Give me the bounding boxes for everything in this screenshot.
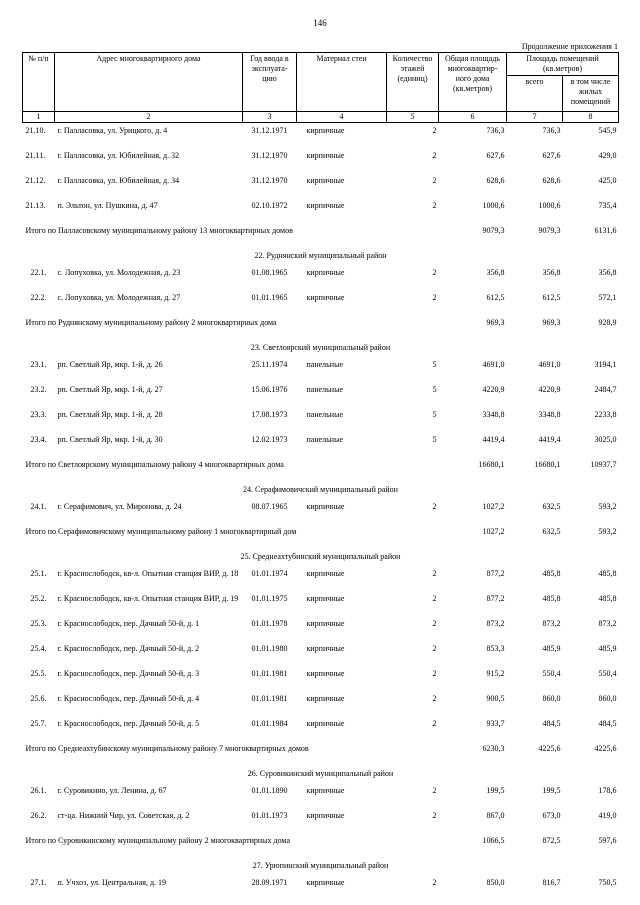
header-total-area: Общая площадь многоквартир- ного дома (кв.метров)	[439, 53, 507, 112]
row-material: кирпичные	[306, 594, 345, 603]
row-year: 01.01.1984	[251, 719, 288, 728]
row-floors: 2	[432, 669, 437, 678]
total-area: 969,3	[486, 318, 505, 327]
row-number: 25.4.	[30, 644, 47, 653]
total-residential: 593,2	[598, 527, 617, 536]
row-address: п. Эльтон, ул. Пушкина, д. 47	[57, 201, 158, 210]
row-year: 01.01.1965	[251, 293, 288, 302]
district-heading-row	[23, 250, 619, 265]
row-material: кирпичные	[306, 126, 345, 135]
total-premises: 16680,1	[534, 460, 561, 469]
row-material: кирпичные	[306, 293, 345, 302]
district-heading: 26. Суровикинский муниципальный район	[247, 769, 394, 778]
row-material: панельные	[306, 410, 344, 419]
row-material: кирпичные	[306, 719, 345, 728]
row-premises-residential: 429,0	[598, 151, 617, 160]
row-address: ст-ца. Нижний Чир, ул. Советская, д. 2	[57, 811, 190, 820]
row-address: г. Краснослободск, кв-л. Опытная станция ВИР, д. 18	[57, 569, 239, 578]
total-premises: 969,3	[542, 318, 561, 327]
row-number: 26.1.	[30, 786, 47, 795]
row-total-area: 4220,9	[482, 385, 505, 394]
row-premises-residential: 485,9	[598, 644, 617, 653]
row-floors: 5	[432, 385, 437, 394]
row-floors: 2	[432, 719, 437, 728]
row-premises-total: 873,2	[542, 619, 561, 628]
row-total-area: 853,3	[486, 644, 505, 653]
row-year: 08.07.1965	[251, 502, 288, 511]
row-premises-total: 628,6	[542, 176, 561, 185]
row-premises-residential: 425,0	[598, 176, 617, 185]
row-material: кирпичные	[306, 151, 345, 160]
row-floors: 2	[432, 694, 437, 703]
row-number: 25.6.	[30, 694, 47, 703]
row-number: 25.5.	[30, 669, 47, 678]
row-material: кирпичные	[306, 201, 345, 210]
row-floors: 2	[432, 878, 437, 887]
row-premises-total: 4220,9	[538, 385, 561, 394]
row-address: г. Краснослободск, кв-л. Опытная станция ВИР, д. 19	[57, 594, 239, 603]
row-premises-total: 485,9	[542, 644, 561, 653]
row-premises-residential: 572,1	[598, 293, 617, 302]
header-floors: Количество этажей (единиц)	[387, 53, 439, 112]
row-material: кирпичные	[306, 569, 345, 578]
row-address: г. Краснослободск, пер. Дачный 50-й, д. 3	[57, 669, 200, 678]
total-label: Итого по Серафимовичскому муниципальному району 1 многоквартирный дом	[25, 527, 297, 536]
row-floors: 2	[432, 502, 437, 511]
table-row	[23, 290, 619, 315]
row-premises-total: 485,8	[542, 569, 561, 578]
row-number: 21.11.	[25, 151, 46, 160]
row-address: г. Палласовка, ул. Урицкого, д. 4	[57, 126, 168, 135]
row-year: 31.12.1970	[251, 176, 288, 185]
row-premises-total: 356,8	[542, 268, 561, 277]
row-premises-residential: 485,8	[598, 594, 617, 603]
continuation-note: Продолжение приложения 1	[521, 42, 618, 51]
row-year: 28.09.1971	[251, 878, 288, 887]
row-year: 25.11.1974	[251, 360, 288, 369]
row-total-area: 877,2	[486, 569, 505, 578]
row-total-area: 612,5	[486, 293, 505, 302]
table-row	[23, 357, 619, 382]
total-label: Итого по Светлоярскому муниципальному району 4 многоквартирных дома	[25, 460, 284, 469]
row-floors: 2	[432, 201, 437, 210]
district-total-row	[23, 223, 619, 250]
row-total-area: 628,6	[486, 176, 505, 185]
row-number: 22.1.	[30, 268, 47, 277]
column-number: 7	[507, 112, 563, 123]
total-area: 1066,5	[482, 836, 505, 845]
district-heading: 27. Урюпинский муниципальный район	[252, 861, 389, 870]
row-number: 25.2.	[30, 594, 47, 603]
row-year: 31.12.1971	[251, 126, 288, 135]
row-floors: 2	[432, 619, 437, 628]
row-number: 25.3.	[30, 619, 47, 628]
row-address: рп. Светлый Яр, мкр. 1-й, д. 30	[57, 435, 163, 444]
header-material: Материал стен	[297, 53, 387, 112]
row-address: п. Учхоз, ул. Центральная, д. 19	[57, 878, 167, 887]
row-number: 23.3.	[30, 410, 47, 419]
row-premises-total: 632,5	[542, 502, 561, 511]
row-premises-total: 550,4	[542, 669, 561, 678]
column-number: 6	[439, 112, 507, 123]
row-number: 21.10.	[25, 126, 46, 135]
header-num: № п/п	[23, 53, 55, 112]
table-row	[23, 173, 619, 198]
row-premises-total: 612,5	[542, 293, 561, 302]
row-address: г. Краснослободск, пер. Дачный 50-й, д. 2	[57, 644, 200, 653]
column-number: 4	[297, 112, 387, 123]
row-total-area: 4691,0	[482, 360, 505, 369]
row-premises-total: 4691,0	[538, 360, 561, 369]
row-premises-total: 860,0	[542, 694, 561, 703]
column-number: 3	[243, 112, 297, 123]
row-premises-residential: 484,5	[598, 719, 617, 728]
district-total-row	[23, 741, 619, 768]
total-area: 6230,3	[482, 744, 505, 753]
row-premises-total: 3348,8	[538, 410, 561, 419]
row-number: 23.2.	[30, 385, 47, 394]
row-material: кирпичные	[306, 811, 345, 820]
row-material: кирпичные	[306, 619, 345, 628]
table-row	[23, 382, 619, 407]
column-number: 2	[55, 112, 243, 123]
header-premises-residential: в том числе жилых помещений	[563, 76, 619, 112]
row-premises-residential: 3194,1	[594, 360, 617, 369]
row-premises-total: 485,8	[542, 594, 561, 603]
district-total-row	[23, 524, 619, 551]
row-material: кирпичные	[306, 268, 345, 277]
row-floors: 2	[432, 176, 437, 185]
row-number: 25.7.	[30, 719, 47, 728]
row-floors: 5	[432, 435, 437, 444]
row-material: кирпичные	[306, 176, 345, 185]
table-header	[23, 53, 619, 123]
row-premises-total: 199,5	[542, 786, 561, 795]
row-premises-residential: 545,9	[598, 126, 617, 135]
row-premises-residential: 419,0	[598, 811, 617, 820]
district-heading: 25. Среднеахтубинский муниципальный район	[240, 552, 401, 561]
row-premises-residential: 2233,8	[594, 410, 617, 419]
total-premises: 872,5	[542, 836, 561, 845]
row-address: рп. Светлый Яр, мкр. 1-й, д. 26	[57, 360, 163, 369]
row-premises-residential: 873,2	[598, 619, 617, 628]
district-total-row	[23, 315, 619, 342]
table-row	[23, 875, 619, 900]
table-row	[23, 148, 619, 173]
total-label: Итого по Суровикинскому муниципальному району 2 многоквартирных дома	[25, 836, 290, 845]
row-premises-residential: 860,0	[598, 694, 617, 703]
row-year: 01.01.1974	[251, 569, 288, 578]
row-total-area: 1000,6	[482, 201, 505, 210]
row-year: 01.01.1973	[251, 811, 288, 820]
row-year: 15.06.1976	[251, 385, 288, 394]
row-number: 21.13.	[25, 201, 46, 210]
row-floors: 2	[432, 151, 437, 160]
row-material: кирпичные	[306, 786, 345, 795]
housing-table	[22, 52, 619, 900]
row-total-area: 933,7	[486, 719, 505, 728]
row-premises-total: 736,3	[542, 126, 561, 135]
row-year: 02.10.1972	[251, 201, 288, 210]
total-label: Итого по Палласовскому муниципальному району 13 многоквартирных домов	[25, 226, 293, 235]
table-row	[23, 691, 619, 716]
district-heading: 23. Светлоярский муниципальный район	[250, 343, 391, 352]
housing-table-container	[22, 52, 618, 900]
total-residential: 10937,7	[590, 460, 617, 469]
row-number: 24.1.	[30, 502, 47, 511]
table-row	[23, 616, 619, 641]
total-residential: 597,6	[598, 836, 617, 845]
row-number: 23.1.	[30, 360, 47, 369]
row-floors: 2	[432, 126, 437, 135]
row-total-area: 356,8	[486, 268, 505, 277]
row-material: кирпичные	[306, 502, 345, 511]
row-floors: 5	[432, 410, 437, 419]
row-address: с. Лопуховка, ул. Молодежная, д. 23	[57, 268, 181, 277]
row-number: 22.2.	[30, 293, 47, 302]
row-total-area: 877,2	[486, 594, 505, 603]
table-row	[23, 641, 619, 666]
row-number: 27.1.	[30, 878, 47, 887]
table-row	[23, 716, 619, 741]
district-heading-row	[23, 484, 619, 499]
column-number: 8	[563, 112, 619, 123]
row-address: с. Лопуховка, ул. Молодежная, д. 27	[57, 293, 181, 302]
row-premises-total: 484,5	[542, 719, 561, 728]
row-year: 01.01.1975	[251, 594, 288, 603]
table-row	[23, 123, 619, 149]
table-row	[23, 499, 619, 524]
district-heading-row	[23, 342, 619, 357]
total-residential: 4225,6	[594, 744, 617, 753]
total-area: 9079,3	[482, 226, 505, 235]
row-year: 31.12.1970	[251, 151, 288, 160]
row-address: г. Суровикино, ул. Ленина, д. 67	[57, 786, 167, 795]
district-total-row	[23, 833, 619, 860]
total-residential: 928,9	[598, 318, 617, 327]
row-material: панельные	[306, 435, 344, 444]
row-floors: 2	[432, 594, 437, 603]
row-number: 21.12.	[25, 176, 46, 185]
total-premises: 4225,6	[538, 744, 561, 753]
row-year: 01.01.1981	[251, 694, 288, 703]
row-total-area: 627,6	[486, 151, 505, 160]
row-year: 01.01.1978	[251, 619, 288, 628]
row-premises-residential: 356,8	[598, 268, 617, 277]
row-address: г. Краснослободск, пер. Дачный 50-й, д. 1	[57, 619, 200, 628]
row-premises-total: 4419,4	[538, 435, 561, 444]
row-total-area: 3348,8	[482, 410, 505, 419]
row-year: 01.01.1981	[251, 669, 288, 678]
district-heading-row	[23, 860, 619, 875]
table-row	[23, 666, 619, 691]
row-year: 01.01.1890	[251, 786, 288, 795]
row-material: кирпичные	[306, 694, 345, 703]
row-premises-residential: 750,5	[598, 878, 617, 887]
row-year: 12.02.1973	[251, 435, 288, 444]
table-row	[23, 591, 619, 616]
column-number-row	[23, 112, 619, 123]
row-material: кирпичные	[306, 669, 345, 678]
header-year: Год ввода в эксплуата- цию	[243, 53, 297, 112]
row-total-area: 736,3	[486, 126, 505, 135]
row-address: г. Палласовка, ул. Юбилейная, д. 34	[57, 176, 180, 185]
header-address: Адрес многоквартирного дома	[55, 53, 243, 112]
row-premises-residential: 485,8	[598, 569, 617, 578]
table-body	[23, 123, 619, 901]
total-premises: 632,5	[542, 527, 561, 536]
row-premises-total: 673,0	[542, 811, 561, 820]
row-premises-residential: 178,6	[598, 786, 617, 795]
table-row	[23, 198, 619, 223]
row-premises-total: 816,7	[542, 878, 561, 887]
total-residential: 6131,6	[594, 226, 617, 235]
header-premises-total: всего	[507, 76, 563, 112]
table-row	[23, 407, 619, 432]
row-number: 23.4.	[30, 435, 47, 444]
table-row	[23, 808, 619, 833]
district-heading-row	[23, 551, 619, 566]
row-address: рп. Светлый Яр, мкр. 1-й, д. 28	[57, 410, 163, 419]
row-total-area: 873,2	[486, 619, 505, 628]
row-premises-residential: 593,2	[598, 502, 617, 511]
page-number: 146	[313, 18, 327, 28]
table-row	[23, 566, 619, 591]
total-area: 16680,1	[478, 460, 505, 469]
row-address: г. Палласовка, ул. Юбилейная, д. 32	[57, 151, 180, 160]
row-material: панельные	[306, 385, 344, 394]
total-label: Итого по Среднеахтубинскому муниципальному району 7 многоквартирных домов	[25, 744, 309, 753]
row-floors: 2	[432, 268, 437, 277]
row-year: 17.08.1973	[251, 410, 288, 419]
table-row	[23, 783, 619, 808]
row-floors: 2	[432, 569, 437, 578]
district-heading: 24. Серафимовичский муниципальный район	[243, 485, 398, 494]
table-row	[23, 265, 619, 290]
total-area: 1027,2	[482, 527, 505, 536]
column-number: 5	[387, 112, 439, 123]
row-premises-total: 627,6	[542, 151, 561, 160]
row-total-area: 850,0	[486, 878, 505, 887]
row-total-area: 4419,4	[482, 435, 505, 444]
row-address: г. Краснослободск, пер. Дачный 50-й, д. 5	[57, 719, 200, 728]
total-label: Итого по Руднянскому муниципальному району 2 многоквартирных дома	[25, 318, 277, 327]
row-number: 26.2.	[30, 811, 47, 820]
row-total-area: 1027,2	[482, 502, 505, 511]
row-address: г. Краснослободск, пер. Дачный 50-й, д. 4	[57, 694, 200, 703]
row-year: 01.08.1965	[251, 268, 288, 277]
row-number: 25.1.	[30, 569, 47, 578]
total-premises: 9079,3	[538, 226, 561, 235]
row-premises-residential: 2484,7	[594, 385, 617, 394]
row-floors: 2	[432, 293, 437, 302]
row-material: кирпичные	[306, 878, 345, 887]
district-total-row	[23, 457, 619, 484]
row-total-area: 915,2	[486, 669, 505, 678]
row-material: панельные	[306, 360, 344, 369]
header-premises-area: Площадь помещений (кв.метров)	[507, 53, 619, 76]
row-total-area: 900,5	[486, 694, 505, 703]
row-total-area: 199,5	[486, 786, 505, 795]
row-floors: 2	[432, 644, 437, 653]
row-material: кирпичные	[306, 644, 345, 653]
district-heading: 22. Руднянский муниципальный район	[254, 251, 387, 260]
table-row	[23, 432, 619, 457]
row-year: 01.01.1980	[251, 644, 288, 653]
row-premises-residential: 735,4	[598, 201, 617, 210]
row-floors: 5	[432, 360, 437, 369]
row-address: г. Серафимович, ул. Миронова, д. 24	[57, 502, 182, 511]
row-premises-residential: 3025,0	[594, 435, 617, 444]
row-premises-total: 1000,6	[538, 201, 561, 210]
column-number: 1	[23, 112, 55, 123]
row-floors: 2	[432, 811, 437, 820]
district-heading-row	[23, 768, 619, 783]
row-address: рп. Светлый Яр, мкр. 1-й, д. 27	[57, 385, 163, 394]
row-total-area: 867,0	[486, 811, 505, 820]
row-premises-residential: 550,4	[598, 669, 617, 678]
row-floors: 2	[432, 786, 437, 795]
